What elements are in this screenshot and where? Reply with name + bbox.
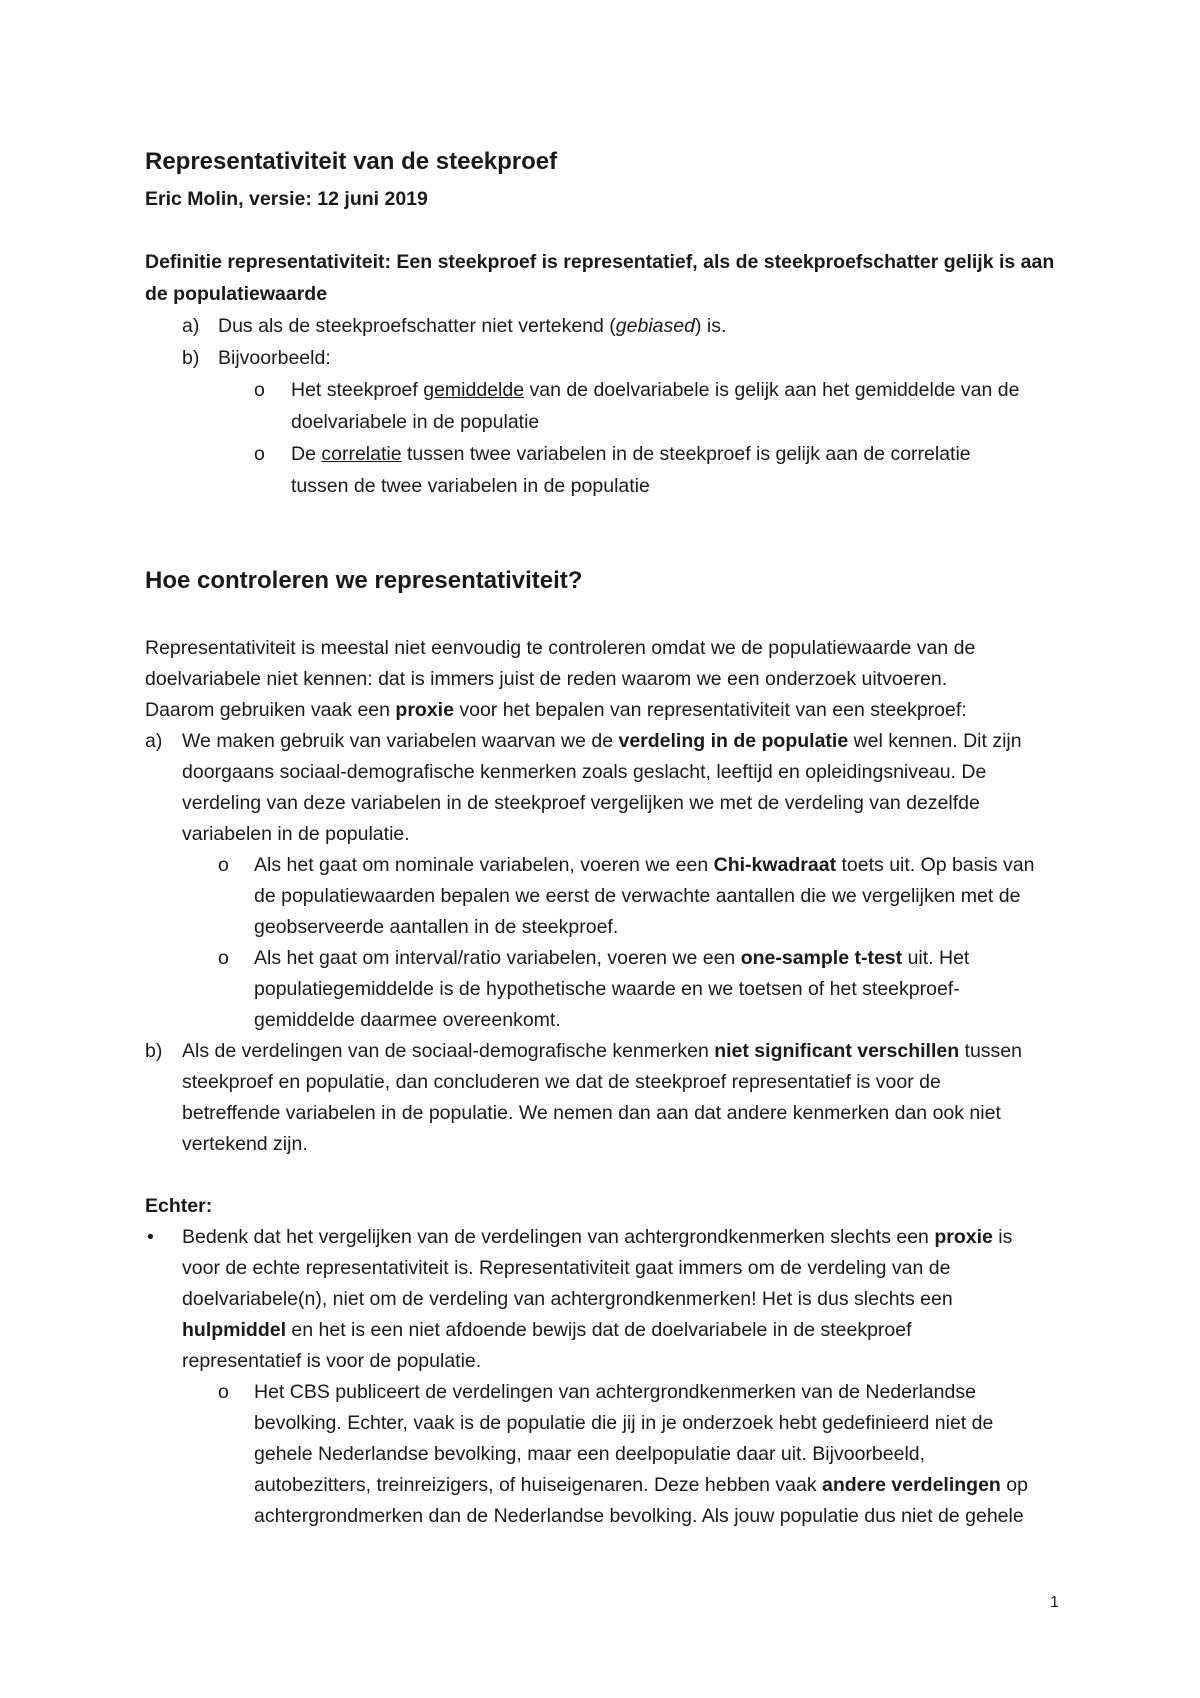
intro-line-3: Daarom gebruiken vaak een proxie voor het bepalen van representativiteit van een steekproef: xyxy=(145,699,967,721)
sub-item-correlatie-line-2: tussen de twee variabelen in de populatie xyxy=(291,475,650,497)
chi-kwadraat-line-2: de populatiewaarden bepalen we eerst de verwachte aantallen die we vergelijken met de xyxy=(254,885,1021,907)
definition-item-a: Dus als de steekproefschatter niet vertekend (gebiased) is. xyxy=(218,315,727,337)
item-a-line-1: We maken gebruik van variabelen waarvan we de verdeling in de populatie wel kennen. Dit zijn xyxy=(182,730,1022,752)
page-title: Representativiteit van de steekproef xyxy=(145,148,558,175)
sub-bullet-marker: o xyxy=(254,379,265,401)
list-marker-b: b) xyxy=(145,1040,163,1062)
cbs-line-2: bevolking. Echter, vaak is de populatie die jij in je onderzoek hebt gedefinieerd niet de xyxy=(254,1412,994,1434)
item-a-line-4: variabelen in de populatie. xyxy=(182,823,410,845)
cbs-line-1: Het CBS publiceert de verdelingen van achtergrondkenmerken van de Nederlandse xyxy=(254,1381,976,1403)
echter-line-2: voor de echte representativiteit is. Representativiteit gaat immers om de verdeling van de xyxy=(182,1257,951,1279)
sub-bullet-marker: o xyxy=(218,854,229,876)
sub-item-correlatie: De correlatie tussen twee variabelen in de steekproef is gelijk aan de correlatie xyxy=(291,443,971,465)
item-b-line-2: steekproef en populatie, dan concluderen we dat de steekproef representatief is voor de xyxy=(182,1071,941,1093)
definition-line-1: Definitie representativiteit: Een steekproef is representatief, als de steekproefschatter gelijk is aan xyxy=(145,251,1055,273)
cbs-line-3: gehele Nederlandse bevolking, maar een deelpopulatie daar uit. Bijvoorbeeld, xyxy=(254,1443,926,1465)
t-test-line-1: Als het gaat om interval/ratio variabelen, voeren we een one-sample t-test uit. Het xyxy=(254,947,970,969)
item-b-line-3: betreffende variabelen in de populatie. We nemen dan aan dat andere kenmerken dan ook niet xyxy=(182,1102,1001,1124)
t-test-line-2: populatiegemiddelde is de hypothetische waarde en we toetsen of het steekproef- xyxy=(254,978,960,1000)
echter-line-3: doelvariabele(n), niet om de verdeling van achtergrondkenmerken! Het is dus slechts een xyxy=(182,1288,953,1310)
list-marker-a: a) xyxy=(145,730,163,752)
intro-line-2: doelvariabele niet kennen: dat is immers juist de reden waarom we een onderzoek uitvoeren. xyxy=(145,668,948,690)
echter-line-4: hulpmiddel en het is een niet afdoende bewijs dat de doelvariabele in de steekproef xyxy=(182,1319,912,1341)
page-number: 1 xyxy=(1050,1594,1059,1611)
sub-bullet-marker: o xyxy=(218,947,229,969)
sub-bullet-marker: o xyxy=(254,443,265,465)
item-b-line-1: Als de verdelingen van de sociaal-demografische kenmerken niet significant verschillen tussen xyxy=(182,1040,1022,1062)
t-test-line-3: gemiddelde daarmee overeenkomt. xyxy=(254,1009,561,1031)
item-b-line-4: vertekend zijn. xyxy=(182,1133,308,1155)
bullet-marker: • xyxy=(147,1226,154,1248)
cbs-line-4: autobezitters, treinreizigers, of huiseigenaren. Deze hebben vaak andere verdelingen op xyxy=(254,1474,1028,1496)
item-a-line-2: doorgaans sociaal-demografische kenmerken zoals geslacht, leeftijd en opleidingsniveau. De xyxy=(182,761,987,783)
definition-line-2: de populatiewaarde xyxy=(145,283,328,305)
echter-line-5: representatief is voor de populatie. xyxy=(182,1350,482,1372)
sub-item-gemiddelde: Het steekproef gemiddelde van de doelvariabele is gelijk aan het gemiddelde van de xyxy=(291,379,1020,401)
item-a-line-3: verdeling van deze variabelen in de steekproef vergelijken we met de verdeling van dezelfde xyxy=(182,792,980,814)
cbs-line-5: achtergrondmerken dan de Nederlandse bevolking. Als jouw populatie dus niet de gehele xyxy=(254,1505,1024,1527)
sub-item-gemiddelde-line-2: doelvariabele in de populatie xyxy=(291,411,540,433)
chi-kwadraat-line-3: geobserveerde aantallen in de steekproef. xyxy=(254,916,619,938)
intro-line-1: Representativiteit is meestal niet eenvoudig te controleren omdat we de populatiewaarde van de xyxy=(145,637,976,659)
section-heading: Hoe controleren we representativiteit? xyxy=(145,567,583,594)
list-marker-b: b) xyxy=(182,347,200,369)
echter-line-1: Bedenk dat het vergelijken van de verdelingen van achtergrondkenmerken slechts een proxie is xyxy=(182,1226,1013,1248)
author-version: Eric Molin, versie: 12 juni 2019 xyxy=(145,188,428,210)
sub-bullet-marker: o xyxy=(218,1381,229,1403)
list-marker-a: a) xyxy=(182,315,200,337)
chi-kwadraat-line-1: Als het gaat om nominale variabelen, voeren we een Chi-kwadraat toets uit. Op basis van xyxy=(254,854,1035,876)
echter-heading: Echter: xyxy=(145,1195,213,1217)
definition-item-b: Bijvoorbeeld: xyxy=(218,347,331,369)
